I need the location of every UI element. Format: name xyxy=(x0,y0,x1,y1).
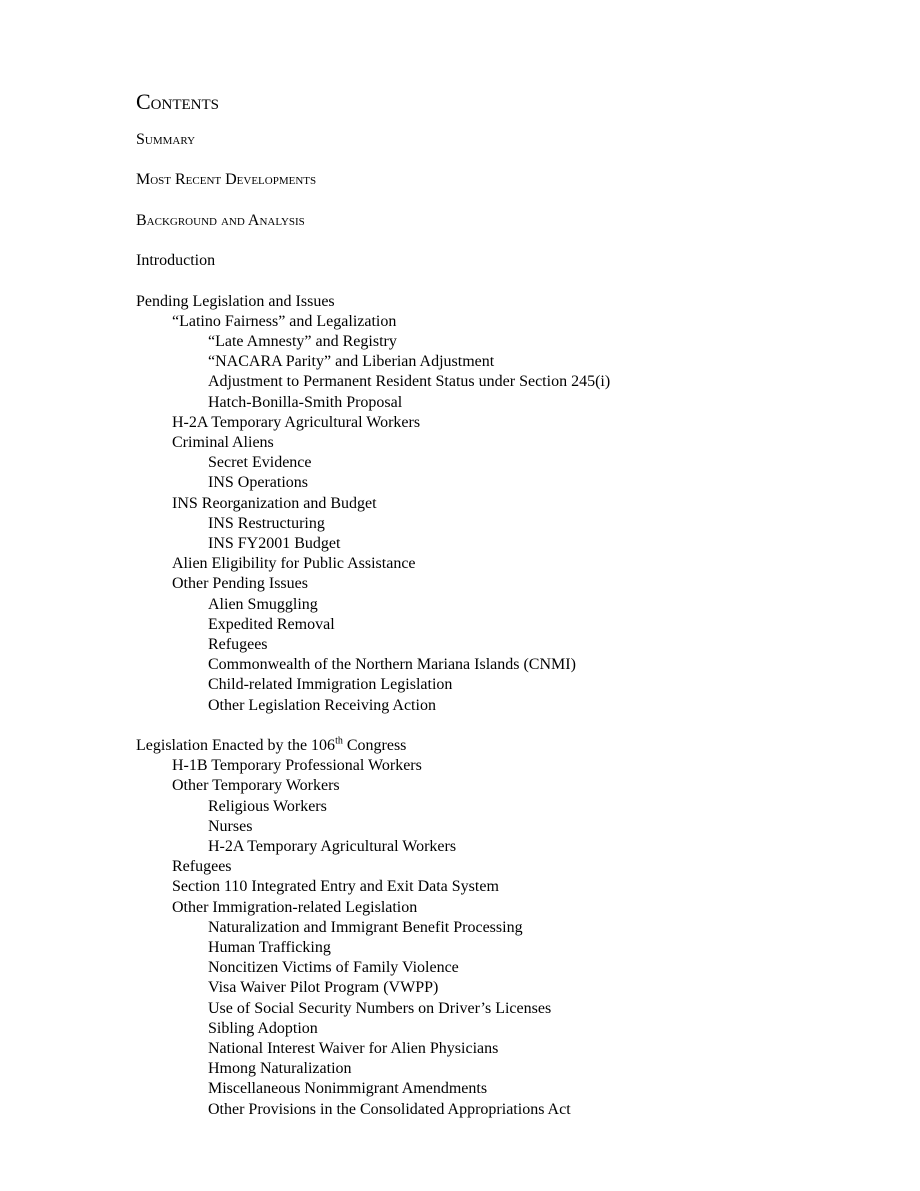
toc-entry[interactable]: Nurses xyxy=(208,817,253,835)
toc-entry[interactable]: Secret Evidence xyxy=(208,454,312,472)
toc-pending-legislation-heading[interactable]: Pending Legislation and Issues xyxy=(136,292,335,310)
toc-entry[interactable]: Hmong Naturalization xyxy=(208,1060,352,1078)
toc-introduction[interactable]: Introduction xyxy=(136,252,216,270)
toc-entry[interactable]: Other Legislation Receiving Action xyxy=(208,696,436,714)
toc-entry[interactable]: INS FY2001 Budget xyxy=(208,535,341,552)
toc-entry[interactable]: Alien Smuggling xyxy=(208,595,318,613)
toc-entry[interactable]: INS Restructuring xyxy=(208,514,325,532)
toc-entry[interactable]: INS Operations xyxy=(208,474,308,492)
enacted-heading-suffix: Congress xyxy=(342,737,407,755)
toc-entry[interactable]: Refugees xyxy=(208,636,268,654)
toc-entry[interactable]: Other Temporary Workers xyxy=(172,777,340,795)
toc-entry[interactable]: Other Pending Issues xyxy=(172,575,308,593)
toc-entry[interactable]: Section 110 Integrated Entry and Exit Data System xyxy=(172,878,499,896)
toc-entry[interactable]: Commonwealth of the Northern Mariana Islands (CNMI) xyxy=(208,656,576,674)
toc-background-and-analysis[interactable]: Background and Analysis xyxy=(136,211,305,229)
toc-enacted-legislation-heading[interactable] xyxy=(136,736,876,756)
toc-entry[interactable]: Child-related Immigration Legislation xyxy=(208,676,453,694)
toc-entry[interactable]: Sibling Adoption xyxy=(208,1019,318,1037)
toc-summary[interactable]: Summary xyxy=(136,131,196,148)
toc-entry[interactable]: National Interest Waiver for Alien Physicians xyxy=(208,1040,499,1058)
toc-entry[interactable]: Miscellaneous Nonimmigrant Amendments xyxy=(208,1080,488,1098)
toc-entry[interactable]: INS Reorganization and Budget xyxy=(172,494,377,512)
toc-entry[interactable]: “Latino Fairness” and Legalization xyxy=(172,312,397,330)
enacted-heading-text: Legislation Enacted by the 106 xyxy=(136,737,336,755)
toc-entry[interactable]: Adjustment to Permanent Resident Status under Section 245(i) xyxy=(208,373,611,391)
toc-entry[interactable]: H-2A Temporary Agricultural Workers xyxy=(172,413,421,431)
spacer xyxy=(136,271,876,291)
toc-entry[interactable]: Other Provisions in the Consolidated Appropriations Act xyxy=(208,1100,571,1118)
toc-entry[interactable]: Naturalization and Immigrant Benefit Processing xyxy=(208,918,523,936)
contents-title: Contents xyxy=(136,89,220,114)
toc-entry[interactable]: Alien Eligibility for Public Assistance xyxy=(172,555,416,573)
toc-entry[interactable]: Religious Workers xyxy=(208,797,327,815)
toc-entry[interactable]: “NACARA Parity” and Liberian Adjustment xyxy=(208,353,495,371)
toc-most-recent-developments[interactable]: Most Recent Developments xyxy=(136,171,317,189)
toc-entry[interactable]: H-1B Temporary Professional Workers xyxy=(172,757,422,775)
pending-legislation-list xyxy=(136,312,876,716)
toc-entry[interactable]: Other Immigration-related Legislation xyxy=(172,898,418,916)
toc-entry[interactable]: Expedited Removal xyxy=(208,615,335,633)
toc-entry[interactable]: Human Trafficking xyxy=(208,939,331,957)
toc-entry[interactable]: Refugees xyxy=(172,858,232,876)
toc-entry[interactable]: Hatch-Bonilla-Smith Proposal xyxy=(208,393,403,411)
toc-entry[interactable]: Use of Social Security Numbers on Driver’s Licenses xyxy=(208,999,552,1017)
enacted-heading-ordinal: th xyxy=(335,735,343,747)
toc-entry[interactable]: Criminal Aliens xyxy=(172,433,274,451)
toc-entry[interactable]: H-2A Temporary Agricultural Workers xyxy=(208,838,457,856)
contents-page xyxy=(136,88,876,1120)
toc-entry[interactable]: “Late Amnesty” and Registry xyxy=(208,332,397,350)
toc-entry[interactable]: Noncitizen Victims of Family Violence xyxy=(208,959,459,977)
toc-entry[interactable]: Visa Waiver Pilot Program (VWPP) xyxy=(208,979,439,997)
enacted-legislation-list xyxy=(136,756,876,1120)
spacer xyxy=(136,716,876,736)
